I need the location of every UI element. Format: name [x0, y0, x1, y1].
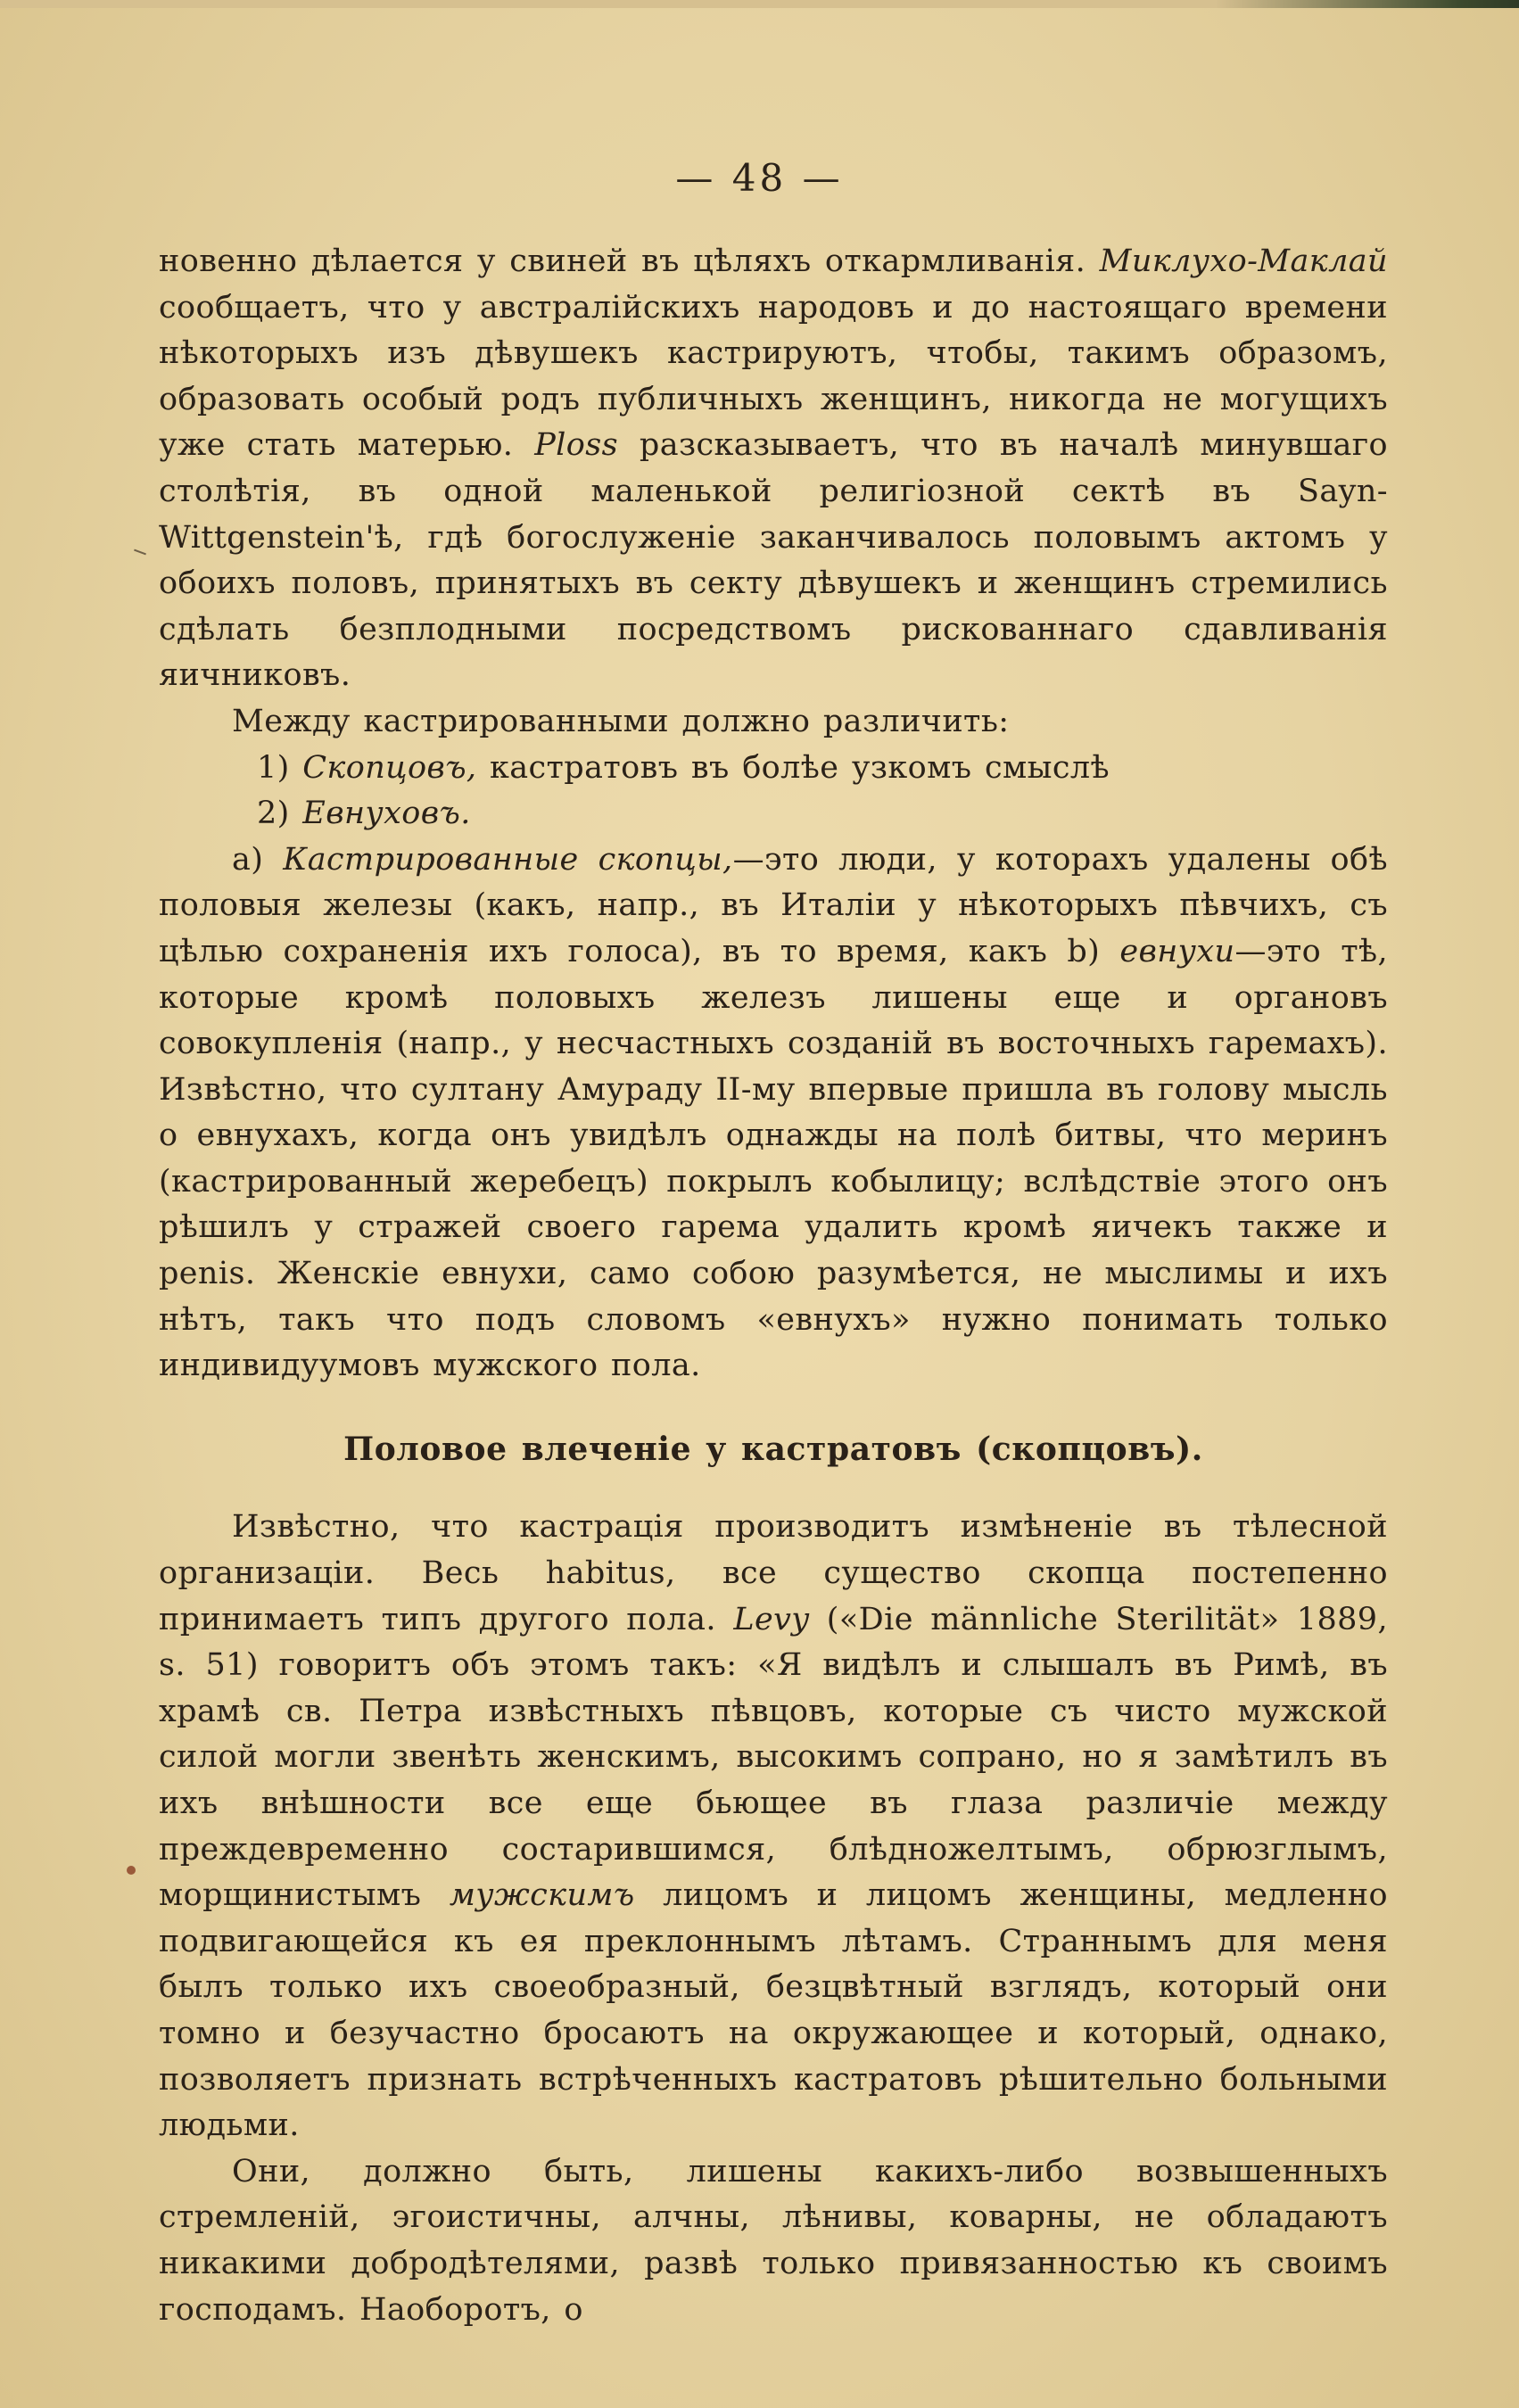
list-item	[159, 791, 1388, 837]
paragraph	[159, 2149, 1388, 2333]
text-run: 1)	[257, 749, 303, 786]
paragraph	[159, 837, 1388, 1390]
paragraph	[159, 1505, 1388, 2148]
paragraph	[159, 699, 1388, 746]
text-run: Они, должно быть, лишены какихъ-либо возвышенныхъ стремленій, эгоистичны, алчны, лѣнивы, коварны, не обладаютъ никакими добродѣтелями, развѣ только привязанностью къ своимъ господамъ. Наоборотъ, о	[159, 2153, 1388, 2328]
page-top-edge	[0, 0, 1519, 8]
text-run: новенно дѣлается у свиней въ цѣляхъ откармливанія.	[159, 243, 1100, 279]
text-run: Между кастрированными должно различить:	[232, 703, 1010, 739]
text-run: кастратовъ въ болѣе узкомъ смыслѣ	[476, 749, 1110, 786]
margin-mark	[134, 549, 146, 556]
text-run: разсказываетъ, что въ началѣ минувшаго столѣтія, въ одной маленькой религіозной сектѣ въ Sayn-Wittgenstein'ѣ, гдѣ богослуженіе заканчивалось половымъ актомъ у обоихъ половъ, принятыхъ въ секту дѣвушекъ и женщинъ стремились сдѣлать безплодными посредствомъ рискованнаго сдавливанія яичниковъ.	[159, 427, 1389, 694]
text-run: сообщаетъ, что у австралійскихъ народовъ и до настоящаго времени нѣкоторыхъ изъ дѣвушекъ кастрируютъ, чтобы, такимъ образомъ, образовать особый родъ публичныхъ женщинъ, никогда не могущихъ уже стать матерью.	[159, 289, 1388, 464]
italic-text: Ploss	[534, 427, 618, 464]
list-item	[159, 746, 1388, 792]
text-run: («Die männliche Sterilität» 1889, s. 51) говоритъ объ этомъ такъ: «Я видѣлъ и слышалъ въ Римѣ, въ храмѣ св. Петра извѣстныхъ пѣвцовъ, которые съ чисто мужской силой могли звенѣть женскимъ, высокимъ сопрано, но я замѣтилъ въ ихъ внѣшности все еще бьющее въ глаза различіе между преждевременно состарившимся, блѣдножелтымъ, обрюзглымъ, морщинистымъ	[159, 1601, 1388, 1914]
page-number: — 48 —	[675, 156, 844, 200]
section-heading	[159, 1427, 1388, 1473]
paragraph	[159, 239, 1388, 699]
text-run: 2)	[257, 796, 303, 832]
text-run: а)	[232, 841, 284, 878]
page-body	[159, 239, 1388, 2333]
italic-text: мужскимъ	[449, 1877, 635, 1914]
italic-text: Миклухо-Маклай	[1099, 243, 1388, 279]
text-run: —это люди, у которахъ удалены обѣ половыя железы (какъ, напр., въ Италіи у нѣкоторыхъ пѣвчихъ, съ цѣлью сохраненія ихъ голоса), въ то время, какъ b)	[159, 841, 1389, 969]
italic-text: Кастрированные скопцы,	[283, 841, 733, 878]
italic-text: евнухи	[1119, 933, 1235, 969]
italic-text: Levy	[733, 1601, 810, 1637]
text-run: Извѣстно, что кастрація производитъ измѣненіе въ тѣлесной организаціи. Весь habitus, все существо скопца постепенно принимаетъ типъ другого пола.	[159, 1509, 1388, 1637]
margin-dot	[127, 1866, 136, 1875]
italic-text: Скопцовъ,	[302, 749, 477, 786]
italic-text: Евнуховъ.	[302, 796, 471, 832]
text-run: Половое влеченіе у кастратовъ (скопцовъ).	[343, 1430, 1203, 1468]
text-run: —это тѣ, которые кромѣ половыхъ железъ лишены еще и органовъ совокупленія (напр., у несчастныхъ созданій въ восточныхъ гаремахъ). Извѣстно, что султану Амураду II-му впервые пришла въ голову мысль о евнухахъ, когда онъ увидѣлъ однажды на полѣ битвы, что меринъ (кастрированный жеребецъ) покрылъ кобылицу; вслѣдствіе этого онъ рѣшилъ у стражей своего гарема удалить кромѣ яичекъ также и penis. Женскіе евнухи, само собою разумѣется, не мыслимы и ихъ нѣтъ, такъ что подъ словомъ «евнухъ» нужно понимать только индивидуумовъ мужского пола.	[159, 933, 1388, 1384]
text-run: лицомъ и лицомъ женщины, медленно подвигающейся къ ея преклоннымъ лѣтамъ. Страннымъ для меня былъ только ихъ своеобразный, безцвѣтный взглядъ, который они томно и безучастно бросаютъ на окружающее и который, однако, позволяетъ признать встрѣченныхъ кастратовъ рѣшительно больными людьми.	[159, 1877, 1388, 2144]
